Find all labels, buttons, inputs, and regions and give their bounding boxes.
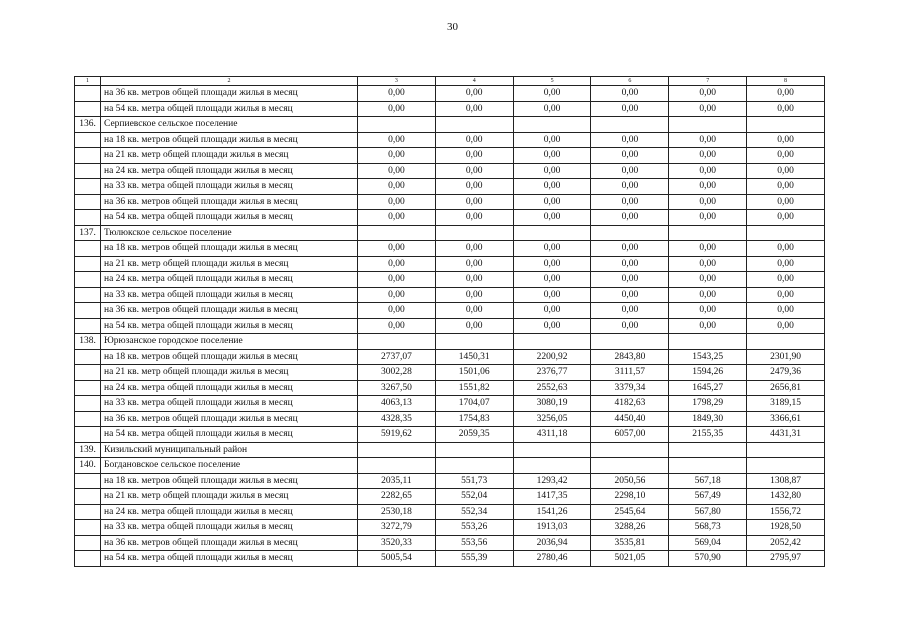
cell-value: 2795,97 bbox=[747, 551, 825, 567]
cell-value bbox=[513, 117, 591, 133]
cell-value: 0,00 bbox=[591, 256, 669, 272]
cell-value: 0,00 bbox=[747, 148, 825, 164]
cell-value: 0,00 bbox=[435, 287, 513, 303]
table-row bbox=[75, 473, 825, 489]
cell-value: 3366,61 bbox=[747, 411, 825, 427]
row-number bbox=[75, 210, 101, 226]
row-label: на 21 кв. метр общей площади жилья в месяц bbox=[101, 256, 358, 272]
cell-value: 0,00 bbox=[435, 163, 513, 179]
cell-value: 0,00 bbox=[513, 256, 591, 272]
cell-value bbox=[435, 458, 513, 474]
cell-value: 567,18 bbox=[669, 473, 747, 489]
cell-value: 2545,64 bbox=[591, 504, 669, 520]
row-label: на 33 кв. метра общей площади жилья в месяц bbox=[101, 396, 358, 412]
data-table bbox=[74, 76, 825, 567]
cell-value: 0,00 bbox=[435, 318, 513, 334]
table-row bbox=[75, 380, 825, 396]
column-number: 8 bbox=[747, 77, 825, 86]
cell-value: 1417,35 bbox=[513, 489, 591, 505]
row-label: Богдановское сельское поселение bbox=[101, 458, 358, 474]
table-row bbox=[75, 396, 825, 412]
column-number: 7 bbox=[669, 77, 747, 86]
cell-value: 1556,72 bbox=[747, 504, 825, 520]
cell-value: 0,00 bbox=[747, 210, 825, 226]
cell-value: 0,00 bbox=[747, 256, 825, 272]
cell-value: 0,00 bbox=[435, 86, 513, 102]
cell-value: 0,00 bbox=[591, 148, 669, 164]
cell-value: 552,34 bbox=[435, 504, 513, 520]
table-row bbox=[75, 179, 825, 195]
cell-value: 3267,50 bbox=[358, 380, 436, 396]
table-row bbox=[75, 194, 825, 210]
cell-value: 0,00 bbox=[435, 179, 513, 195]
cell-value: 551,73 bbox=[435, 473, 513, 489]
column-number: 5 bbox=[513, 77, 591, 86]
cell-value: 2737,07 bbox=[358, 349, 436, 365]
cell-value bbox=[669, 117, 747, 133]
cell-value: 3256,05 bbox=[513, 411, 591, 427]
cell-value: 2035,11 bbox=[358, 473, 436, 489]
row-number: 136. bbox=[75, 117, 101, 133]
row-label: на 36 кв. метров общей площади жилья в месяц bbox=[101, 194, 358, 210]
cell-value: 0,00 bbox=[513, 179, 591, 195]
cell-value: 0,00 bbox=[669, 148, 747, 164]
cell-value: 1551,82 bbox=[435, 380, 513, 396]
table-row bbox=[75, 411, 825, 427]
cell-value: 2200,92 bbox=[513, 349, 591, 365]
cell-value: 567,80 bbox=[669, 504, 747, 520]
row-number bbox=[75, 551, 101, 567]
cell-value: 3288,26 bbox=[591, 520, 669, 536]
table-row bbox=[75, 349, 825, 365]
cell-value: 0,00 bbox=[591, 86, 669, 102]
cell-value: 0,00 bbox=[513, 86, 591, 102]
cell-value: 0,00 bbox=[435, 256, 513, 272]
cell-value bbox=[669, 442, 747, 458]
row-number bbox=[75, 380, 101, 396]
cell-value: 0,00 bbox=[591, 303, 669, 319]
row-label: на 33 кв. метра общей площади жилья в месяц bbox=[101, 179, 358, 195]
row-label: на 24 кв. метра общей площади жилья в месяц bbox=[101, 504, 358, 520]
cell-value bbox=[669, 458, 747, 474]
cell-value: 0,00 bbox=[513, 303, 591, 319]
cell-value: 0,00 bbox=[435, 303, 513, 319]
row-number bbox=[75, 489, 101, 505]
table-row bbox=[75, 303, 825, 319]
cell-value: 1308,87 bbox=[747, 473, 825, 489]
row-number bbox=[75, 86, 101, 102]
cell-value bbox=[435, 442, 513, 458]
row-label: на 54 кв. метра общей площади жилья в месяц bbox=[101, 551, 358, 567]
cell-value: 1543,25 bbox=[669, 349, 747, 365]
cell-value: 0,00 bbox=[358, 101, 436, 117]
row-label: на 24 кв. метра общей площади жилья в месяц bbox=[101, 163, 358, 179]
row-number bbox=[75, 287, 101, 303]
cell-value: 4311,18 bbox=[513, 427, 591, 443]
cell-value: 553,26 bbox=[435, 520, 513, 536]
cell-value bbox=[591, 117, 669, 133]
row-label: на 21 кв. метр общей площади жилья в месяц bbox=[101, 365, 358, 381]
cell-value: 0,00 bbox=[513, 318, 591, 334]
cell-value: 0,00 bbox=[669, 132, 747, 148]
cell-value: 0,00 bbox=[358, 287, 436, 303]
table-row bbox=[75, 365, 825, 381]
column-number: 1 bbox=[75, 77, 101, 86]
cell-value bbox=[358, 458, 436, 474]
row-label: на 54 кв. метра общей площади жилья в месяц bbox=[101, 318, 358, 334]
cell-value bbox=[435, 225, 513, 241]
cell-value: 0,00 bbox=[591, 194, 669, 210]
cell-value bbox=[591, 334, 669, 350]
row-number bbox=[75, 148, 101, 164]
cell-value: 2282,65 bbox=[358, 489, 436, 505]
table-row bbox=[75, 148, 825, 164]
cell-value: 1849,30 bbox=[669, 411, 747, 427]
row-label: на 33 кв. метра общей площади жилья в месяц bbox=[101, 287, 358, 303]
column-number: 4 bbox=[435, 77, 513, 86]
cell-value: 2050,56 bbox=[591, 473, 669, 489]
cell-value: 2155,35 bbox=[669, 427, 747, 443]
table-row bbox=[75, 489, 825, 505]
row-number bbox=[75, 194, 101, 210]
cell-value: 0,00 bbox=[358, 303, 436, 319]
cell-value: 1501,06 bbox=[435, 365, 513, 381]
table-row bbox=[75, 318, 825, 334]
cell-value: 1754,83 bbox=[435, 411, 513, 427]
cell-value: 0,00 bbox=[513, 210, 591, 226]
row-label: на 21 кв. метр общей площади жилья в месяц bbox=[101, 148, 358, 164]
table-row bbox=[75, 256, 825, 272]
cell-value bbox=[591, 442, 669, 458]
table-row bbox=[75, 210, 825, 226]
cell-value: 3111,57 bbox=[591, 365, 669, 381]
row-number bbox=[75, 303, 101, 319]
row-number bbox=[75, 365, 101, 381]
cell-value bbox=[358, 117, 436, 133]
table-row bbox=[75, 551, 825, 567]
cell-value bbox=[747, 334, 825, 350]
column-number: 6 bbox=[591, 77, 669, 86]
cell-value: 0,00 bbox=[747, 303, 825, 319]
row-label: на 18 кв. метров общей площади жилья в месяц bbox=[101, 132, 358, 148]
cell-value: 0,00 bbox=[669, 194, 747, 210]
cell-value: 0,00 bbox=[435, 241, 513, 257]
cell-value: 2530,18 bbox=[358, 504, 436, 520]
column-number: 3 bbox=[358, 77, 436, 86]
table-row bbox=[75, 334, 825, 350]
row-number bbox=[75, 504, 101, 520]
cell-value: 0,00 bbox=[358, 241, 436, 257]
cell-value: 3189,15 bbox=[747, 396, 825, 412]
cell-value: 0,00 bbox=[358, 272, 436, 288]
row-number bbox=[75, 411, 101, 427]
cell-value: 2036,94 bbox=[513, 535, 591, 551]
cell-value: 5021,05 bbox=[591, 551, 669, 567]
cell-value: 0,00 bbox=[747, 179, 825, 195]
cell-value: 0,00 bbox=[747, 241, 825, 257]
row-number bbox=[75, 163, 101, 179]
table-row bbox=[75, 442, 825, 458]
row-label: Тюлюкское сельское поселение bbox=[101, 225, 358, 241]
row-label: на 54 кв. метра общей площади жилья в месяц bbox=[101, 210, 358, 226]
cell-value: 0,00 bbox=[513, 132, 591, 148]
row-label: на 21 кв. метр общей площади жилья в месяц bbox=[101, 489, 358, 505]
cell-value: 0,00 bbox=[358, 132, 436, 148]
cell-value: 0,00 bbox=[435, 148, 513, 164]
cell-value bbox=[591, 458, 669, 474]
cell-value: 0,00 bbox=[591, 210, 669, 226]
cell-value: 0,00 bbox=[358, 256, 436, 272]
page-number: 30 bbox=[447, 21, 458, 33]
cell-value: 0,00 bbox=[669, 303, 747, 319]
table-row bbox=[75, 117, 825, 133]
cell-value: 2780,46 bbox=[513, 551, 591, 567]
cell-value: 3535,81 bbox=[591, 535, 669, 551]
cell-value: 2298,10 bbox=[591, 489, 669, 505]
cell-value: 0,00 bbox=[435, 272, 513, 288]
cell-value bbox=[513, 334, 591, 350]
row-number bbox=[75, 179, 101, 195]
cell-value: 0,00 bbox=[513, 241, 591, 257]
cell-value: 2376,77 bbox=[513, 365, 591, 381]
cell-value: 0,00 bbox=[358, 318, 436, 334]
row-number bbox=[75, 272, 101, 288]
cell-value: 2656,81 bbox=[747, 380, 825, 396]
cell-value bbox=[358, 225, 436, 241]
row-label: на 36 кв. метров общей площади жилья в месяц bbox=[101, 411, 358, 427]
cell-value: 0,00 bbox=[669, 272, 747, 288]
table-row bbox=[75, 225, 825, 241]
row-label: Серпиевское сельское поселение bbox=[101, 117, 358, 133]
cell-value: 2059,35 bbox=[435, 427, 513, 443]
row-number bbox=[75, 132, 101, 148]
cell-value: 0,00 bbox=[591, 287, 669, 303]
cell-value: 569,04 bbox=[669, 535, 747, 551]
cell-value: 0,00 bbox=[669, 86, 747, 102]
cell-value: 0,00 bbox=[358, 210, 436, 226]
table-row bbox=[75, 458, 825, 474]
cell-value: 0,00 bbox=[435, 132, 513, 148]
cell-value: 4328,35 bbox=[358, 411, 436, 427]
cell-value: 1450,31 bbox=[435, 349, 513, 365]
cell-value: 1645,27 bbox=[669, 380, 747, 396]
cell-value: 553,56 bbox=[435, 535, 513, 551]
row-label: на 24 кв. метра общей площади жилья в месяц bbox=[101, 380, 358, 396]
cell-value: 1293,42 bbox=[513, 473, 591, 489]
row-number bbox=[75, 318, 101, 334]
cell-value: 4182,63 bbox=[591, 396, 669, 412]
row-number bbox=[75, 427, 101, 443]
row-number: 137. bbox=[75, 225, 101, 241]
cell-value: 0,00 bbox=[358, 179, 436, 195]
row-label: на 54 кв. метра общей площади жилья в месяц bbox=[101, 427, 358, 443]
cell-value: 0,00 bbox=[513, 194, 591, 210]
cell-value bbox=[435, 334, 513, 350]
cell-value bbox=[513, 458, 591, 474]
cell-value: 0,00 bbox=[747, 194, 825, 210]
cell-value: 0,00 bbox=[669, 241, 747, 257]
cell-value: 0,00 bbox=[513, 287, 591, 303]
cell-value bbox=[747, 225, 825, 241]
row-number bbox=[75, 535, 101, 551]
cell-value: 1432,80 bbox=[747, 489, 825, 505]
row-number bbox=[75, 349, 101, 365]
row-number: 139. bbox=[75, 442, 101, 458]
column-number-row bbox=[75, 77, 825, 86]
table-row bbox=[75, 241, 825, 257]
column-number: 2 bbox=[101, 77, 358, 86]
table-row bbox=[75, 535, 825, 551]
cell-value: 2479,36 bbox=[747, 365, 825, 381]
cell-value: 2843,80 bbox=[591, 349, 669, 365]
row-number bbox=[75, 101, 101, 117]
cell-value bbox=[747, 442, 825, 458]
cell-value: 3080,19 bbox=[513, 396, 591, 412]
cell-value: 0,00 bbox=[591, 241, 669, 257]
cell-value: 5005,54 bbox=[358, 551, 436, 567]
cell-value: 0,00 bbox=[591, 272, 669, 288]
cell-value: 0,00 bbox=[358, 194, 436, 210]
row-label: на 18 кв. метров общей площади жилья в месяц bbox=[101, 349, 358, 365]
table-row bbox=[75, 427, 825, 443]
cell-value: 0,00 bbox=[747, 163, 825, 179]
cell-value bbox=[435, 117, 513, 133]
cell-value: 0,00 bbox=[513, 101, 591, 117]
cell-value: 0,00 bbox=[747, 86, 825, 102]
cell-value: 0,00 bbox=[513, 148, 591, 164]
row-label: Кизильский муниципальный район bbox=[101, 442, 358, 458]
row-label: на 18 кв. метров общей площади жилья в месяц bbox=[101, 473, 358, 489]
cell-value: 0,00 bbox=[591, 163, 669, 179]
table-row bbox=[75, 287, 825, 303]
cell-value bbox=[747, 117, 825, 133]
cell-value: 2552,63 bbox=[513, 380, 591, 396]
row-number bbox=[75, 520, 101, 536]
cell-value bbox=[358, 442, 436, 458]
cell-value: 5919,62 bbox=[358, 427, 436, 443]
cell-value: 0,00 bbox=[669, 163, 747, 179]
table-row bbox=[75, 520, 825, 536]
cell-value: 0,00 bbox=[669, 287, 747, 303]
row-label: на 33 кв. метра общей площади жилья в месяц bbox=[101, 520, 358, 536]
cell-value bbox=[591, 225, 669, 241]
table-row bbox=[75, 101, 825, 117]
cell-value: 0,00 bbox=[669, 256, 747, 272]
cell-value: 3002,28 bbox=[358, 365, 436, 381]
cell-value: 1928,50 bbox=[747, 520, 825, 536]
cell-value: 0,00 bbox=[358, 86, 436, 102]
row-number bbox=[75, 241, 101, 257]
row-label: на 36 кв. метров общей площади жилья в месяц bbox=[101, 86, 358, 102]
cell-value: 0,00 bbox=[747, 287, 825, 303]
cell-value: 4431,31 bbox=[747, 427, 825, 443]
cell-value: 570,90 bbox=[669, 551, 747, 567]
table-body bbox=[75, 77, 825, 567]
cell-value: 0,00 bbox=[591, 132, 669, 148]
cell-value: 0,00 bbox=[747, 132, 825, 148]
cell-value: 1798,29 bbox=[669, 396, 747, 412]
row-label: на 36 кв. метров общей площади жилья в месяц bbox=[101, 535, 358, 551]
cell-value: 1594,26 bbox=[669, 365, 747, 381]
cell-value: 6057,00 bbox=[591, 427, 669, 443]
table-row bbox=[75, 272, 825, 288]
cell-value: 3272,79 bbox=[358, 520, 436, 536]
cell-value: 567,49 bbox=[669, 489, 747, 505]
cell-value: 3520,33 bbox=[358, 535, 436, 551]
cell-value: 0,00 bbox=[591, 101, 669, 117]
cell-value: 0,00 bbox=[435, 194, 513, 210]
cell-value: 0,00 bbox=[669, 101, 747, 117]
cell-value: 0,00 bbox=[591, 179, 669, 195]
row-number bbox=[75, 256, 101, 272]
table-row bbox=[75, 86, 825, 102]
cell-value: 0,00 bbox=[358, 163, 436, 179]
cell-value: 2052,42 bbox=[747, 535, 825, 551]
cell-value: 0,00 bbox=[513, 163, 591, 179]
cell-value: 0,00 bbox=[435, 101, 513, 117]
table-row bbox=[75, 163, 825, 179]
cell-value bbox=[747, 458, 825, 474]
cell-value: 0,00 bbox=[669, 179, 747, 195]
table-row bbox=[75, 132, 825, 148]
cell-value bbox=[513, 225, 591, 241]
cell-value: 4063,13 bbox=[358, 396, 436, 412]
cell-value: 0,00 bbox=[513, 272, 591, 288]
row-label: на 54 кв. метра общей площади жилья в месяц bbox=[101, 101, 358, 117]
cell-value: 0,00 bbox=[591, 318, 669, 334]
row-label: на 36 кв. метров общей площади жилья в месяц bbox=[101, 303, 358, 319]
cell-value: 0,00 bbox=[747, 101, 825, 117]
cell-value: 1541,26 bbox=[513, 504, 591, 520]
cell-value: 0,00 bbox=[358, 148, 436, 164]
row-number bbox=[75, 396, 101, 412]
cell-value: 0,00 bbox=[435, 210, 513, 226]
cell-value: 0,00 bbox=[669, 210, 747, 226]
cell-value: 552,04 bbox=[435, 489, 513, 505]
cell-value: 2301,90 bbox=[747, 349, 825, 365]
row-label: Юрюзанское городское поселение bbox=[101, 334, 358, 350]
row-label: на 24 кв. метра общей площади жилья в месяц bbox=[101, 272, 358, 288]
cell-value: 0,00 bbox=[747, 272, 825, 288]
cell-value: 4450,40 bbox=[591, 411, 669, 427]
cell-value: 3379,34 bbox=[591, 380, 669, 396]
cell-value: 1704,07 bbox=[435, 396, 513, 412]
table-row bbox=[75, 504, 825, 520]
row-label: на 18 кв. метров общей площади жилья в месяц bbox=[101, 241, 358, 257]
row-number: 140. bbox=[75, 458, 101, 474]
row-number bbox=[75, 473, 101, 489]
cell-value: 0,00 bbox=[747, 318, 825, 334]
cell-value: 568,73 bbox=[669, 520, 747, 536]
cell-value: 555,39 bbox=[435, 551, 513, 567]
cell-value bbox=[513, 442, 591, 458]
cell-value: 1913,03 bbox=[513, 520, 591, 536]
cell-value: 0,00 bbox=[669, 318, 747, 334]
row-number: 138. bbox=[75, 334, 101, 350]
cell-value bbox=[669, 225, 747, 241]
cell-value bbox=[669, 334, 747, 350]
cell-value bbox=[358, 334, 436, 350]
